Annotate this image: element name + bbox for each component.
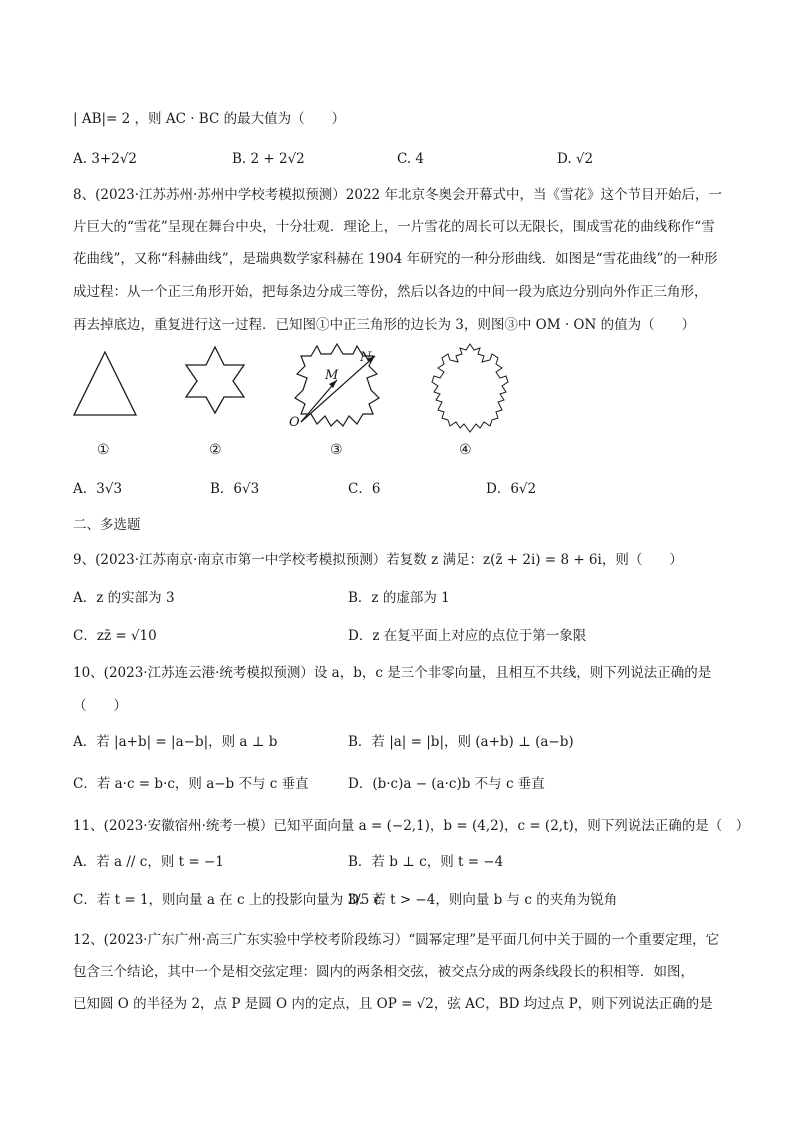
- q12-line-1: 12、(2023·广东广州·高三广东实验中学校考阶段练习）“圆幂定理”是平面几何中关于圆的一个重要定理，它: [73, 932, 720, 948]
- figure-label-3: ③: [330, 442, 343, 458]
- q9-option-c: C．zz̄ = √10: [73, 628, 157, 644]
- point-label-m: M: [325, 368, 339, 383]
- q7-option-a: A. 3+2√2: [73, 151, 138, 167]
- q11-stem: 11、(2023·安徽宿州·统考一模）已知平面向量 a = (−2,1)，b = (4,2)，c = (2,t)，则下列说法正确的是（ ）: [73, 818, 750, 834]
- q11-option-d: D．若 t > −4，则向量 b 与 c 的夹角为锐角: [348, 892, 618, 908]
- section-title-multiple-choice: 二、多选题: [73, 517, 141, 533]
- q10-stem: 10、(2023·江苏连云港·统考模拟预测）设 a，b，c 是三个非零向量，且相互不共线，则下列说法正确的是: [73, 665, 712, 681]
- figure-triangle: [70, 330, 140, 420]
- q10-option-c: C．若 a·c = b·c，则 a−b 不与 c 垂直: [73, 776, 309, 792]
- figure-label-4: ④: [459, 442, 472, 458]
- q8-line-5: 再去掉底边，重复进行这一过程．已知图①中正三角形的边长为 3，则图③中 OM · ON 的值为（ ）: [73, 317, 696, 333]
- q8-option-a: A．3√3: [73, 481, 123, 497]
- q8-line-2: 片巨大的“雪花”呈现在舞台中央，十分壮观．理论上，一片雪花的周长可以无限长，围成雪花的曲线称作“雪: [73, 219, 715, 235]
- q12-line-3: 已知圆 O 的半径为 2，点 P 是圆 O 内的定点，且 OP = √2，弦 AC，BD 均过点 P，则下列说法正确的是: [73, 996, 713, 1012]
- q11-option-b: B．若 b ⊥ c，则 t = −4: [348, 854, 504, 870]
- q8-line-1: 8、(2023·江苏苏州·苏州中学校考模拟预测）2022 年北京冬奥会开幕式中，当《雪花》这个节目开始后，一: [73, 187, 722, 203]
- q8-option-d: D．6√2: [486, 481, 537, 497]
- point-label-n: N: [360, 350, 372, 365]
- q9-stem: 9、(2023·江苏南京·南京市第一中学校考模拟预测）若复数 z 满足：z(z̄ + 2i) = 8 + 6i，则（ ）: [73, 552, 683, 568]
- q8-line-3: 花曲线”，又称“科赫曲线”，是瑞典数学家科赫在 1904 年研究的一种分形曲线．如图是“雪花曲线”的一种形: [73, 251, 718, 267]
- q7-stem: | AB|= 2 ，则 AC · BC 的最大值为（ ）: [73, 111, 346, 127]
- q10-option-a: A．若 |a+b| = |a−b|，则 a ⊥ b: [73, 734, 278, 750]
- figure-label-2: ②: [209, 442, 222, 458]
- q12-line-2: 包含三个结论，其中一个是相交弦定理：圆内的两条相交弦，被交点分成的两条线段长的积相等．如图，: [73, 964, 694, 980]
- figure-label-1: ①: [97, 442, 110, 458]
- q9-option-d: D．z 在复平面上对应的点位于第一象限: [348, 628, 587, 644]
- q11-option-c: C．若 t = 1，则向量 a 在 c 上的投影向量为 3/5 c: [73, 892, 382, 908]
- q10-option-b: B．若 |a| = |b|，则 (a+b) ⊥ (a−b): [348, 734, 574, 750]
- q9-option-b: B．z 的虚部为 1: [348, 590, 450, 606]
- q11-option-a: A．若 a // c，则 t = −1: [73, 854, 224, 870]
- q9-option-a: A．z 的实部为 3: [73, 590, 175, 606]
- q7-option-c: C. 4: [397, 151, 425, 167]
- q10-option-d: D．(b·c)a − (a·c)b 不与 c 垂直: [348, 776, 545, 792]
- q8-option-b: B．6√3: [210, 481, 260, 497]
- q8-option-c: C．6: [348, 481, 381, 497]
- figure-star: [183, 345, 247, 415]
- q10-stem-paren: （ ）: [73, 698, 127, 714]
- point-label-o: O: [289, 415, 300, 430]
- q7-option-b: B. 2 + 2√2: [232, 151, 305, 167]
- q8-line-4: 成过程：从一个正三角形开始，把每条边分成三等份，然后以各边的中间一段为底边分别向外作正三角形，: [73, 284, 708, 300]
- q7-option-d: D. √2: [557, 151, 594, 167]
- figure-koch-snowflake: [420, 340, 520, 440]
